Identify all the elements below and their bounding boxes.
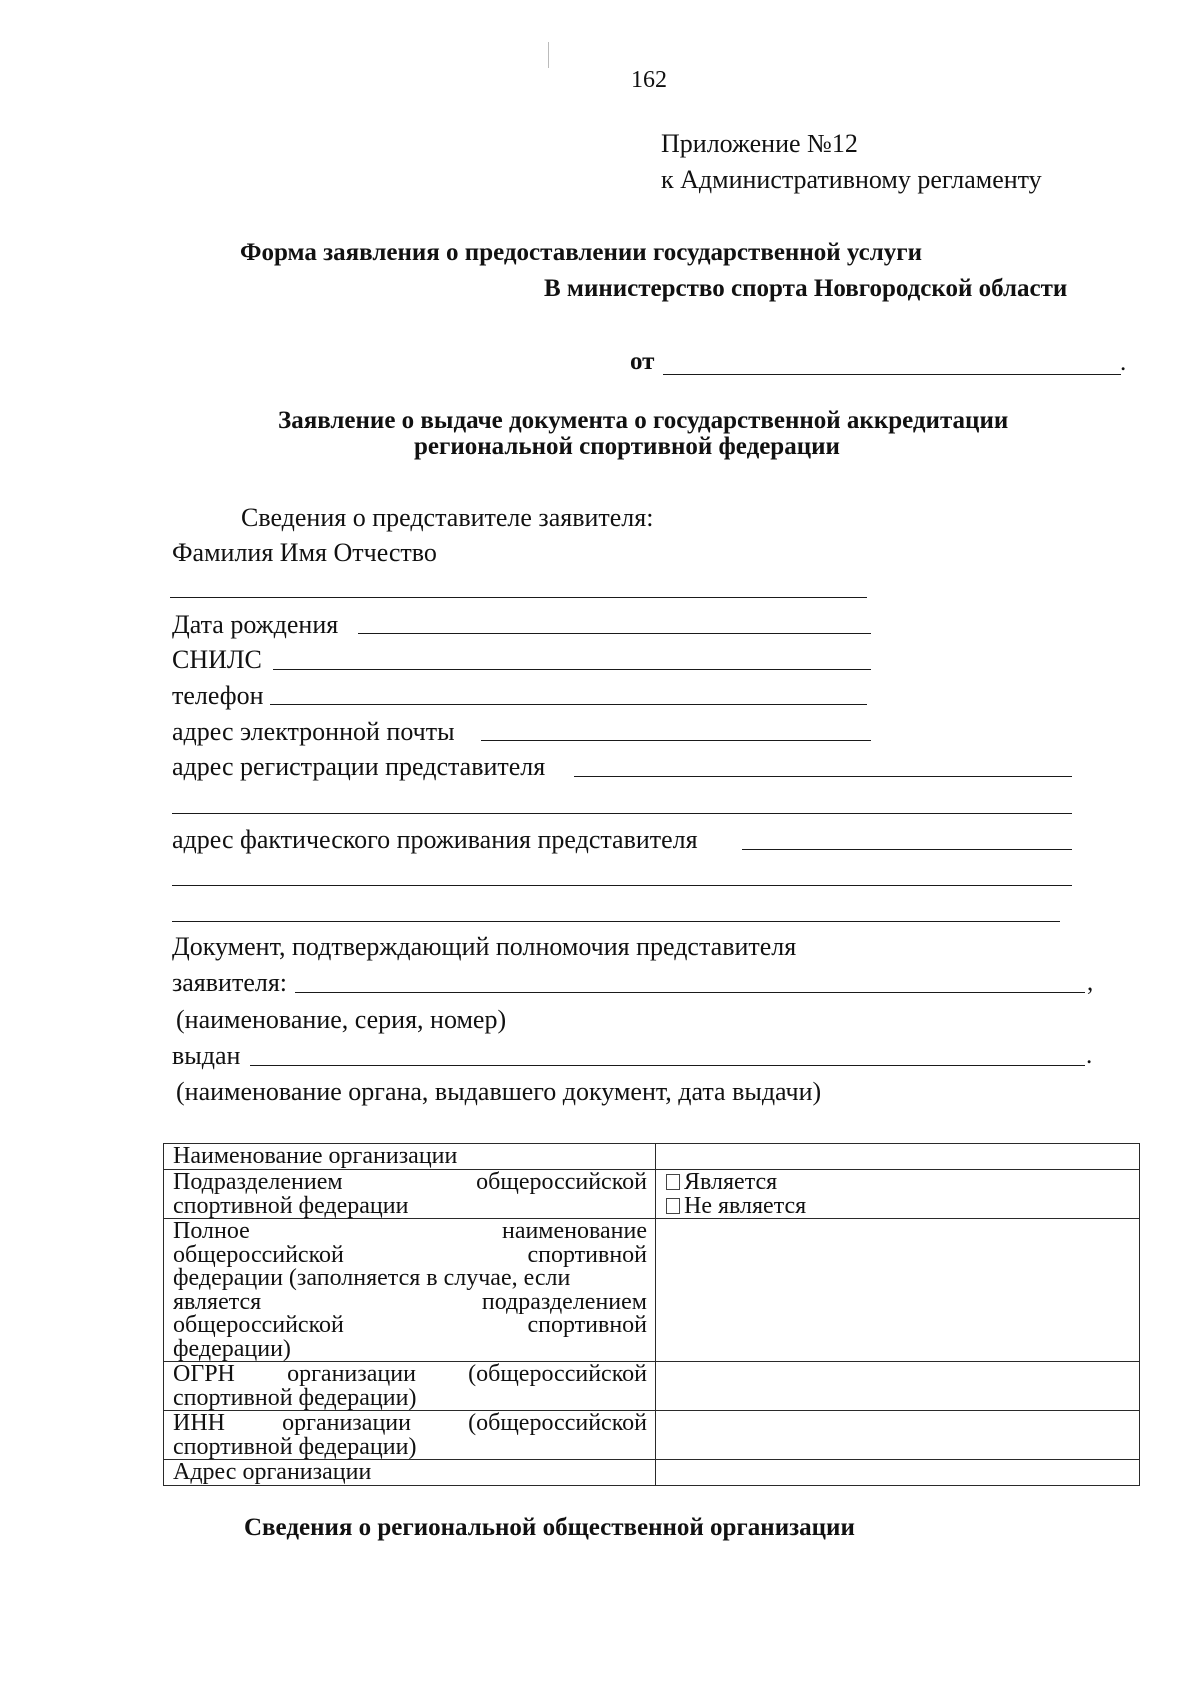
subdivision-label <box>164 1170 656 1219</box>
issuer-hint: (наименование органа, выдавшего документ, дата выдачи) <box>176 1077 822 1106</box>
table-row <box>164 1170 1140 1219</box>
table-row <box>164 1219 1140 1362</box>
authority-doc-comma: , <box>1087 969 1094 996</box>
subdivision-options <box>656 1170 1140 1219</box>
appendix-reference: к Административному регламенту <box>661 165 1042 194</box>
scan-artifact <box>548 42 549 68</box>
appendix-number: Приложение №12 <box>661 129 858 158</box>
table-row <box>164 1460 1140 1486</box>
fn-line3: федерации (заполняется в случае, если <box>173 1265 571 1292</box>
ogrn-line2: спортивной федерации) <box>173 1384 417 1411</box>
authority-doc-hint: (наименование, серия, номер) <box>176 1005 507 1034</box>
org-address-value[interactable] <box>656 1460 1140 1486</box>
option-is[interactable] <box>666 1171 1131 1195</box>
snils-field[interactable] <box>273 669 871 670</box>
actual-address-continuation-line-1[interactable] <box>172 885 1072 886</box>
issued-period: . <box>1086 1042 1093 1069</box>
full-name-field[interactable] <box>170 597 867 598</box>
statement-title-line1: Заявление о выдаче документа о государственной аккредитации <box>278 407 1009 434</box>
fn-word5: является <box>173 1288 262 1315</box>
fn-word1: Полное <box>173 1218 250 1245</box>
full-name-label: Фамилия Имя Отчество <box>172 538 437 567</box>
representative-heading: Сведения о представителе заявителя: <box>241 503 654 532</box>
org-address-label <box>164 1460 656 1486</box>
ogrn-value[interactable] <box>656 1362 1140 1411</box>
authority-doc-field[interactable] <box>295 992 1085 993</box>
issued-label: выдан <box>172 1041 241 1070</box>
fn-word6: подразделением <box>481 1288 647 1315</box>
email-field[interactable] <box>481 740 871 741</box>
table-row <box>164 1411 1140 1460</box>
option-is-label: Является <box>684 1169 778 1195</box>
fn-word4: спортивной <box>527 1241 647 1268</box>
applicant-label: заявителя: <box>172 968 288 997</box>
from-label: от <box>630 348 655 375</box>
from-field[interactable] <box>663 374 1121 375</box>
inn-value[interactable] <box>656 1411 1140 1460</box>
inn-line2: спортивной федерации) <box>173 1433 417 1460</box>
inn-label <box>164 1411 656 1460</box>
page-number: 162 <box>631 67 667 93</box>
snils-label: СНИЛС <box>172 645 262 674</box>
birth-date-label: Дата рождения <box>172 610 339 639</box>
actual-address-label: адрес фактического проживания представителя <box>172 825 698 854</box>
inn-word3: (общероссийской <box>468 1410 647 1437</box>
actual-address-continuation-line-2[interactable] <box>172 921 1060 922</box>
org-name-label-text: Наименование организации <box>173 1143 458 1169</box>
organization-table <box>163 1143 1140 1486</box>
fn-word2: наименование <box>501 1218 647 1245</box>
subdivision-label-word1: Подразделением <box>173 1169 343 1195</box>
ogrn-word1: ОГРН <box>173 1361 235 1388</box>
fn-line6: федерации) <box>173 1335 291 1362</box>
authority-doc-label: Документ, подтверждающий полномочия представителя <box>172 932 797 961</box>
statement-title-line2: региональной спортивной федерации <box>414 433 840 460</box>
table-row <box>164 1144 1140 1170</box>
fn-word7: общероссийской <box>173 1312 344 1339</box>
form-title: Форма заявления о предоставлении государственной услуги <box>240 239 922 266</box>
inn-word2: организации <box>282 1410 411 1437</box>
birth-date-field[interactable] <box>358 633 871 634</box>
checkbox-icon[interactable] <box>666 1198 680 1214</box>
issued-field[interactable] <box>250 1065 1085 1066</box>
checkbox-icon[interactable] <box>666 1174 680 1190</box>
federation-name-label <box>164 1219 656 1362</box>
ogrn-word3: (общероссийской <box>468 1361 647 1388</box>
reg-address-continuation-line[interactable] <box>172 813 1072 814</box>
actual-address-field[interactable] <box>742 849 1072 850</box>
subdivision-label-word2: общероссийской <box>476 1169 647 1195</box>
org-name-value[interactable] <box>656 1144 1140 1170</box>
fn-word8: спортивной <box>527 1312 647 1339</box>
option-is-not-label: Не является <box>684 1192 807 1219</box>
ogrn-label <box>164 1362 656 1411</box>
inn-word1: ИНН <box>173 1410 225 1437</box>
from-period: . <box>1120 349 1127 376</box>
reg-address-field[interactable] <box>574 776 1072 777</box>
org-name-label <box>164 1144 656 1170</box>
addressee: В министерство спорта Новгородской области <box>544 275 1068 302</box>
phone-label: телефон <box>172 681 264 710</box>
email-label: адрес электронной почты <box>172 717 455 746</box>
option-is-not[interactable] <box>666 1192 1131 1219</box>
reg-address-label: адрес регистрации представителя <box>172 752 546 781</box>
table-row <box>164 1362 1140 1411</box>
phone-field[interactable] <box>270 704 867 705</box>
section-heading: Сведения о региональной общественной организации <box>244 1514 855 1541</box>
subdivision-label-line2: спортивной федерации <box>173 1192 409 1219</box>
federation-name-value[interactable] <box>656 1219 1140 1362</box>
ogrn-word2: организации <box>287 1361 416 1388</box>
org-address-label-text: Адрес организации <box>173 1459 372 1486</box>
fn-word3: общероссийской <box>173 1241 344 1268</box>
